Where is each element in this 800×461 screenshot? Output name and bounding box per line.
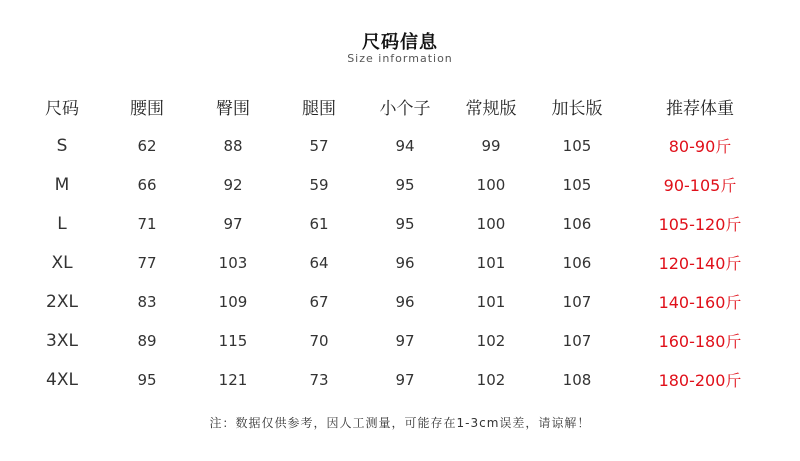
waist-cell: 66 — [137, 175, 157, 194]
recommended-weight-cell: 90-105斤 — [663, 176, 737, 195]
table-row — [20, 243, 780, 282]
petite-length-cell: 95 — [395, 175, 415, 194]
size-cell: 2XL — [46, 291, 78, 312]
petite-length-cell: 96 — [395, 292, 415, 311]
recommended-weight-cell: 180-200斤 — [658, 371, 742, 390]
long-length-cell: 105 — [562, 175, 592, 194]
column-header-recommended-weight: 推荐体重 — [666, 98, 734, 119]
waist-cell: 62 — [137, 136, 157, 155]
column-header-regular: 常规版 — [465, 98, 517, 119]
long-length-cell: 107 — [562, 292, 592, 311]
table-row — [20, 126, 780, 165]
column-header-petite: 小个子 — [379, 98, 431, 119]
size-cell: M — [54, 174, 70, 195]
size-cell: 4XL — [46, 369, 78, 390]
table-body — [20, 126, 780, 399]
page-subtitle: Size information — [347, 52, 453, 65]
table-row — [20, 204, 780, 243]
page-title: 尺码信息 — [362, 32, 438, 53]
column-header-thigh: 腿围 — [302, 98, 336, 119]
size-cell: 3XL — [46, 330, 78, 351]
recommended-weight-cell: 140-160斤 — [658, 293, 742, 312]
size-chart-table — [20, 86, 780, 399]
long-length-cell: 105 — [562, 136, 592, 155]
waist-cell: 83 — [137, 292, 157, 311]
hip-cell: 103 — [218, 253, 248, 272]
thigh-cell: 57 — [309, 136, 329, 155]
regular-length-cell: 100 — [476, 214, 506, 233]
regular-length-cell: 100 — [476, 175, 506, 194]
recommended-weight-cell: 160-180斤 — [658, 332, 742, 351]
table-row — [20, 360, 780, 399]
size-cell: XL — [51, 252, 73, 273]
hip-cell: 115 — [218, 331, 248, 350]
petite-length-cell: 94 — [395, 136, 415, 155]
table-row — [20, 282, 780, 321]
size-cell: L — [57, 213, 67, 234]
thigh-cell: 59 — [309, 175, 329, 194]
petite-length-cell: 96 — [395, 253, 415, 272]
column-header-waist: 腰围 — [130, 98, 164, 119]
table-row — [20, 165, 780, 204]
hip-cell: 92 — [223, 175, 243, 194]
table-header-row — [20, 86, 780, 126]
thigh-cell: 70 — [309, 331, 329, 350]
hip-cell: 97 — [223, 214, 243, 233]
regular-length-cell: 101 — [476, 253, 506, 272]
long-length-cell: 107 — [562, 331, 592, 350]
table-row — [20, 321, 780, 360]
waist-cell: 89 — [137, 331, 157, 350]
thigh-cell: 64 — [309, 253, 329, 272]
waist-cell: 77 — [137, 253, 157, 272]
recommended-weight-cell: 120-140斤 — [658, 254, 742, 273]
petite-length-cell: 97 — [395, 370, 415, 389]
column-header-long: 加长版 — [551, 98, 603, 119]
hip-cell: 88 — [223, 136, 243, 155]
long-length-cell: 106 — [562, 253, 592, 272]
waist-cell: 95 — [137, 370, 157, 389]
long-length-cell: 106 — [562, 214, 592, 233]
recommended-weight-cell: 105-120斤 — [658, 215, 742, 234]
size-cell: S — [56, 135, 68, 156]
column-header-size: 尺码 — [45, 98, 79, 119]
thigh-cell: 73 — [309, 370, 329, 389]
regular-length-cell: 102 — [476, 331, 506, 350]
regular-length-cell: 99 — [481, 136, 501, 155]
long-length-cell: 108 — [562, 370, 592, 389]
thigh-cell: 61 — [309, 214, 329, 233]
column-header-hip: 臀围 — [216, 98, 250, 119]
thigh-cell: 67 — [309, 292, 329, 311]
regular-length-cell: 101 — [476, 292, 506, 311]
waist-cell: 71 — [137, 214, 157, 233]
petite-length-cell: 97 — [395, 331, 415, 350]
petite-length-cell: 95 — [395, 214, 415, 233]
recommended-weight-cell: 80-90斤 — [668, 137, 732, 156]
measurement-disclaimer: 注：数据仅供参考，因人工测量，可能存在1-3cm误差，请谅解！ — [209, 416, 591, 430]
hip-cell: 109 — [218, 292, 248, 311]
regular-length-cell: 102 — [476, 370, 506, 389]
hip-cell: 121 — [218, 370, 248, 389]
